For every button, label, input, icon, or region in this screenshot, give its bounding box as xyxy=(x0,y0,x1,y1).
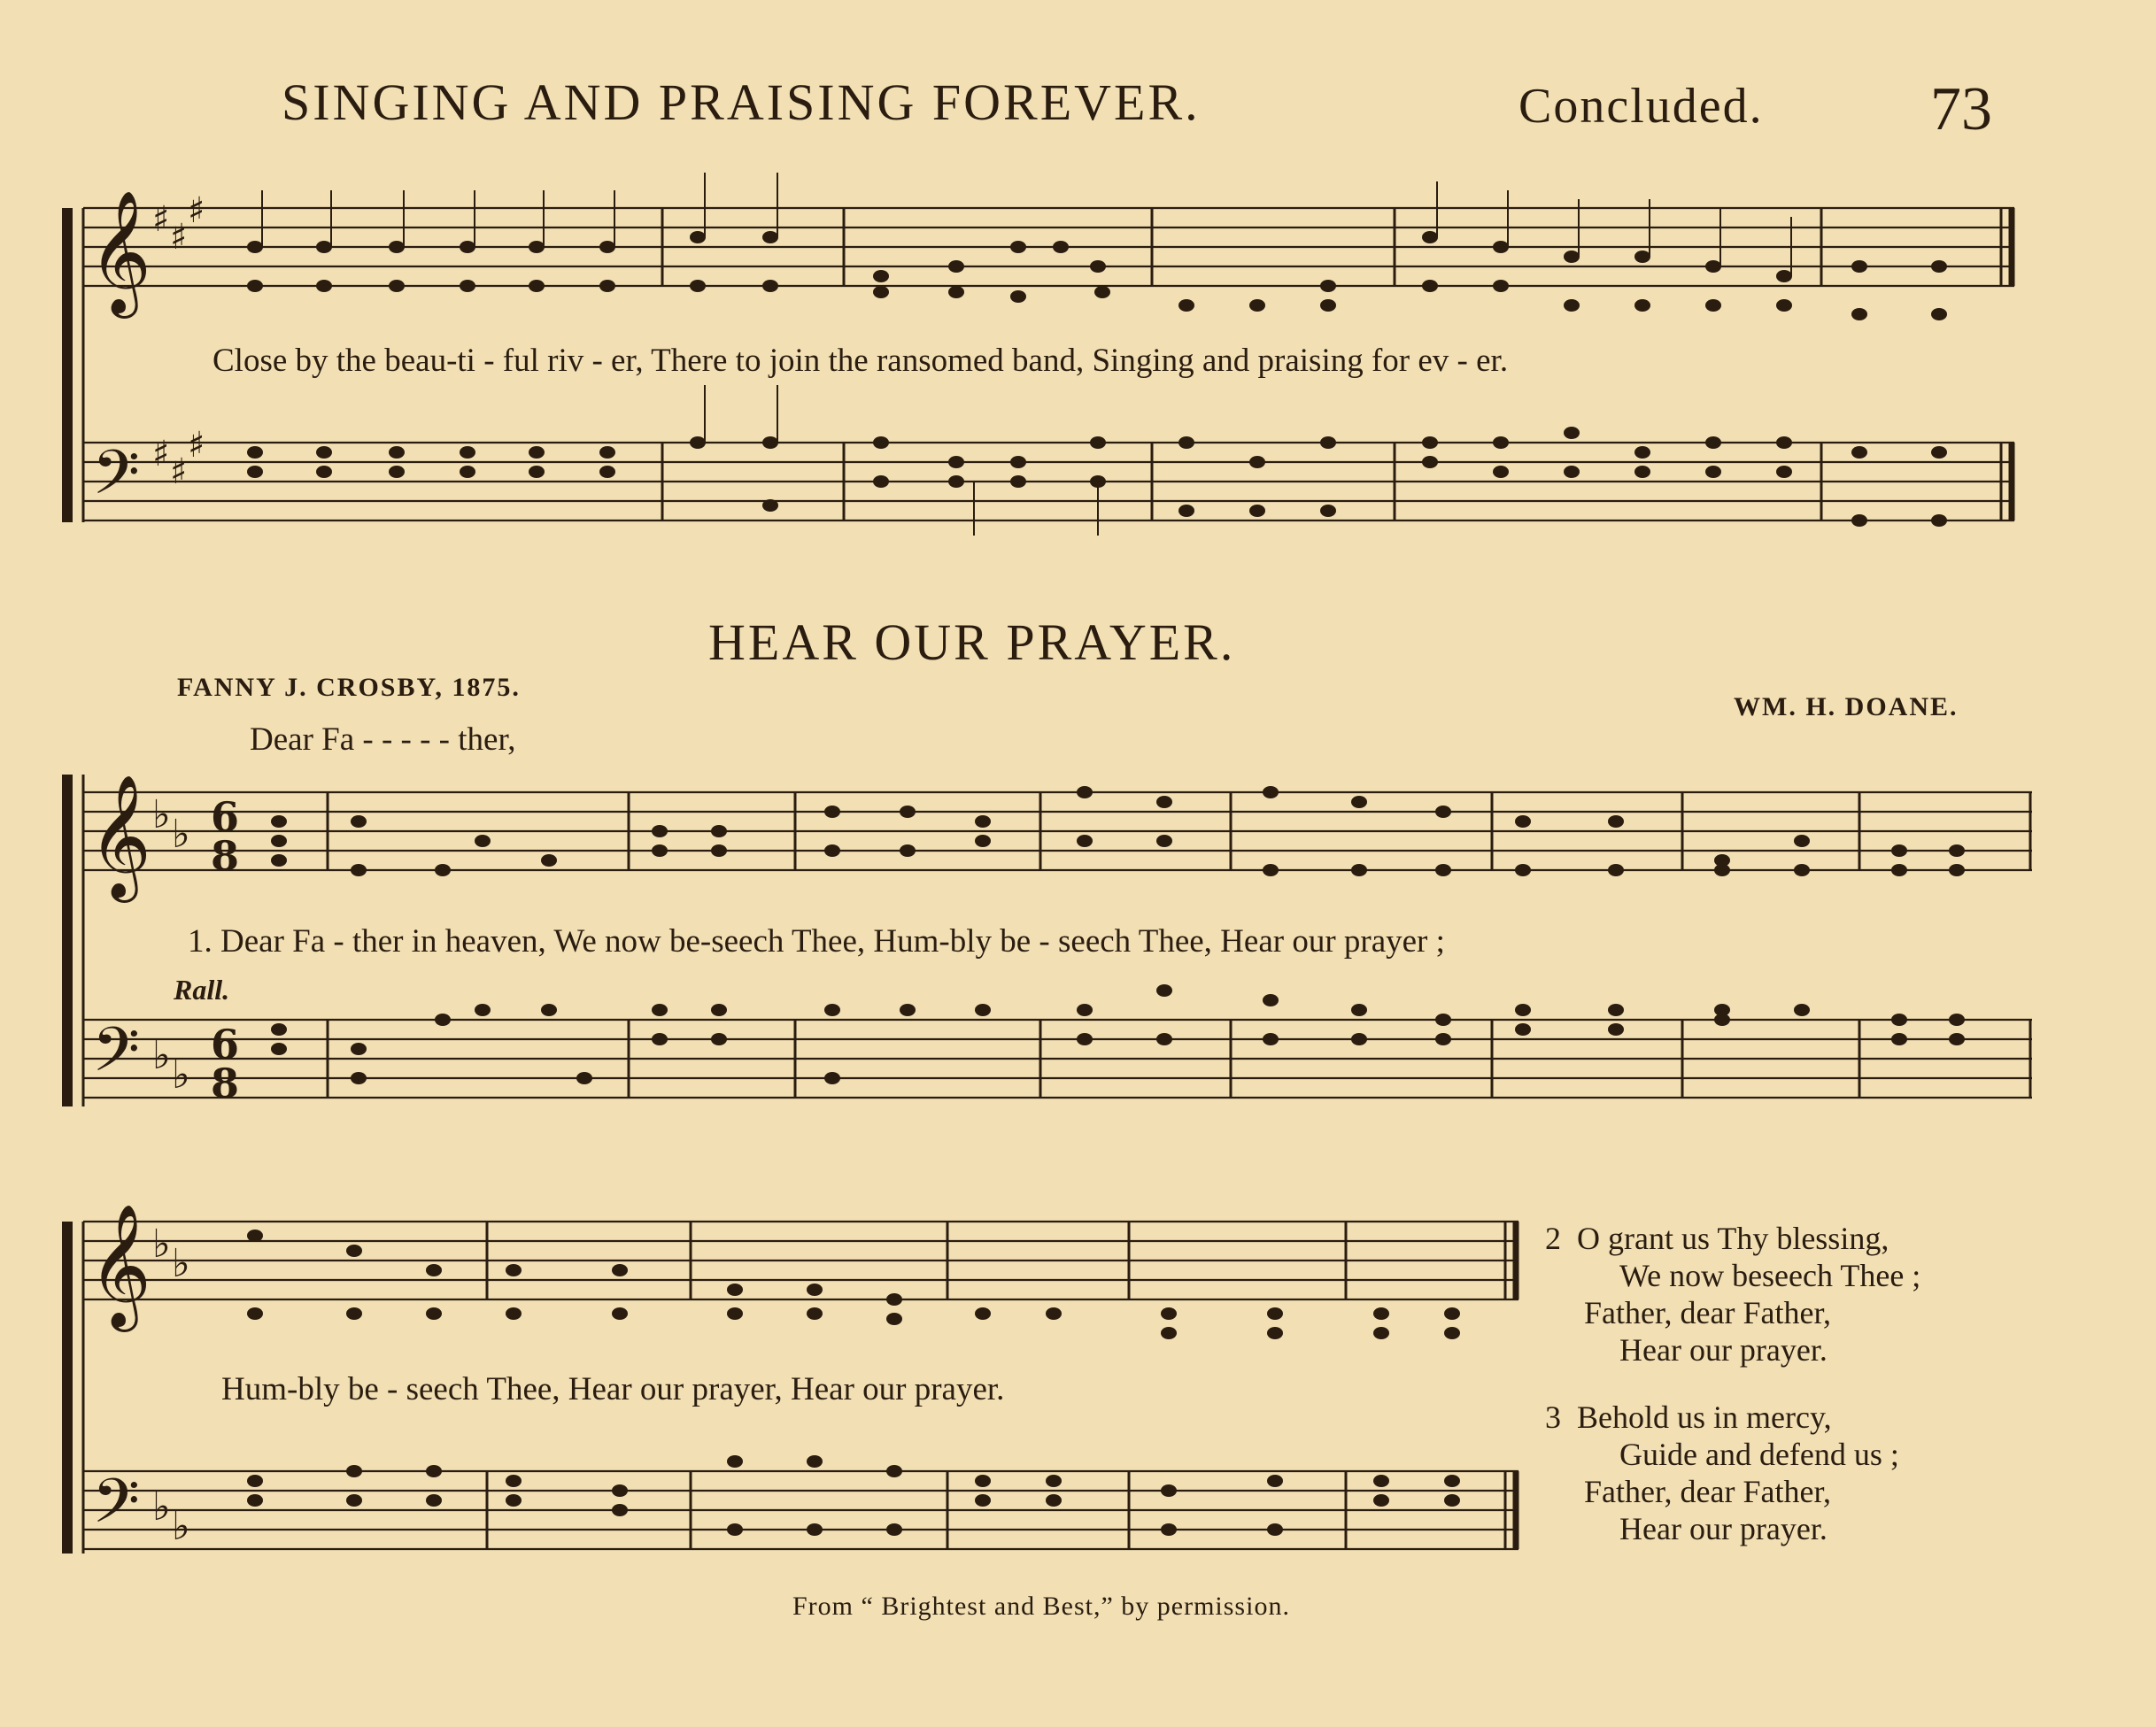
svg-text:♭: ♭ xyxy=(152,1484,171,1530)
rall-marking: Rall. xyxy=(174,974,230,1006)
song-title: HEAR OUR PRAYER. xyxy=(708,613,1236,671)
verse-line: Hear our prayer. xyxy=(1619,1511,1828,1546)
treble-staff-2 xyxy=(83,792,2032,870)
svg-text:♯: ♯ xyxy=(170,217,188,258)
svg-text:6: 6 xyxy=(211,1021,240,1068)
intro-words: Dear Fa - - - - - ther, xyxy=(250,721,516,758)
verse-line: Father, dear Father, xyxy=(1584,1295,1831,1330)
svg-text:♯: ♯ xyxy=(188,425,205,466)
treble-clef-icon: 𝄞 xyxy=(89,775,151,898)
time-sig-bottom: 8 xyxy=(211,832,240,880)
svg-text:♭: ♭ xyxy=(152,1033,171,1078)
treble-clef-icon: 𝄞 xyxy=(89,190,151,313)
bass-staff-2 xyxy=(83,1020,2032,1098)
svg-text:♯: ♯ xyxy=(152,199,170,240)
svg-text:♭: ♭ xyxy=(172,1052,190,1098)
bass-staff-3 xyxy=(83,1471,1518,1549)
svg-text:♯: ♯ xyxy=(170,451,188,492)
verse-2 xyxy=(1545,1220,1920,1368)
bass-clef-icon: 𝄢 xyxy=(92,436,141,523)
verse-number: 2 xyxy=(1545,1221,1561,1256)
verse-3 xyxy=(1545,1399,1899,1547)
svg-text:♯: ♯ xyxy=(152,434,170,474)
header-title: SINGING AND PRAISING FOREVER. xyxy=(282,73,1201,131)
svg-text:♭: ♭ xyxy=(172,1504,190,1549)
svg-text:♭: ♭ xyxy=(152,1222,171,1267)
footnote: From “ Brightest and Best,” by permission. xyxy=(792,1592,1290,1621)
verse-line: Guide and defend us ; xyxy=(1619,1437,1899,1472)
bass-clef-icon: 𝄢 xyxy=(92,1014,141,1100)
system1-lyrics: Close by the beau-ti - ful riv - er, There to join the ransomed band, Singing and praising for ev - er. xyxy=(213,343,1509,379)
treble-staff-1 xyxy=(83,208,2014,286)
verse-line: Father, dear Father, xyxy=(1584,1474,1831,1509)
treble-staff-3 xyxy=(83,1222,1518,1299)
svg-text:♭: ♭ xyxy=(172,1241,190,1286)
verse-line: 2 O grant us Thy blessing, xyxy=(1545,1221,1889,1256)
svg-text:♯: ♯ xyxy=(188,190,205,231)
treble-clef-icon: 𝄞 xyxy=(89,1204,151,1327)
page-number: 73 xyxy=(1930,75,1992,143)
bass-clef-icon: 𝄢 xyxy=(92,1465,141,1552)
verse-line: We now beseech Thee ; xyxy=(1619,1258,1921,1293)
verse-number: 3 xyxy=(1545,1399,1561,1435)
line1-lyrics: 1. Dear Fa - ther in heaven, We now be-seech Thee, Hum-bly be - seech Thee, Hear our prayer ; xyxy=(188,923,1445,960)
line2-lyrics: Hum-bly be - seech Thee, Hear our prayer, Hear our prayer. xyxy=(221,1371,1005,1407)
svg-text:8: 8 xyxy=(211,1060,240,1107)
bass-staff-1 xyxy=(83,443,2014,520)
header-concluded: Concluded. xyxy=(1518,79,1764,134)
time-sig-top: 6 xyxy=(211,793,240,841)
svg-text:♭: ♭ xyxy=(152,792,171,837)
song-composer: WM. H. DOANE. xyxy=(1734,692,1959,721)
song-author: FANNY J. CROSBY, 1875. xyxy=(177,673,521,702)
svg-text:♭: ♭ xyxy=(172,812,190,857)
verse-line: Hear our prayer. xyxy=(1619,1332,1828,1368)
verse-line: 3 Behold us in mercy, xyxy=(1545,1399,1832,1435)
